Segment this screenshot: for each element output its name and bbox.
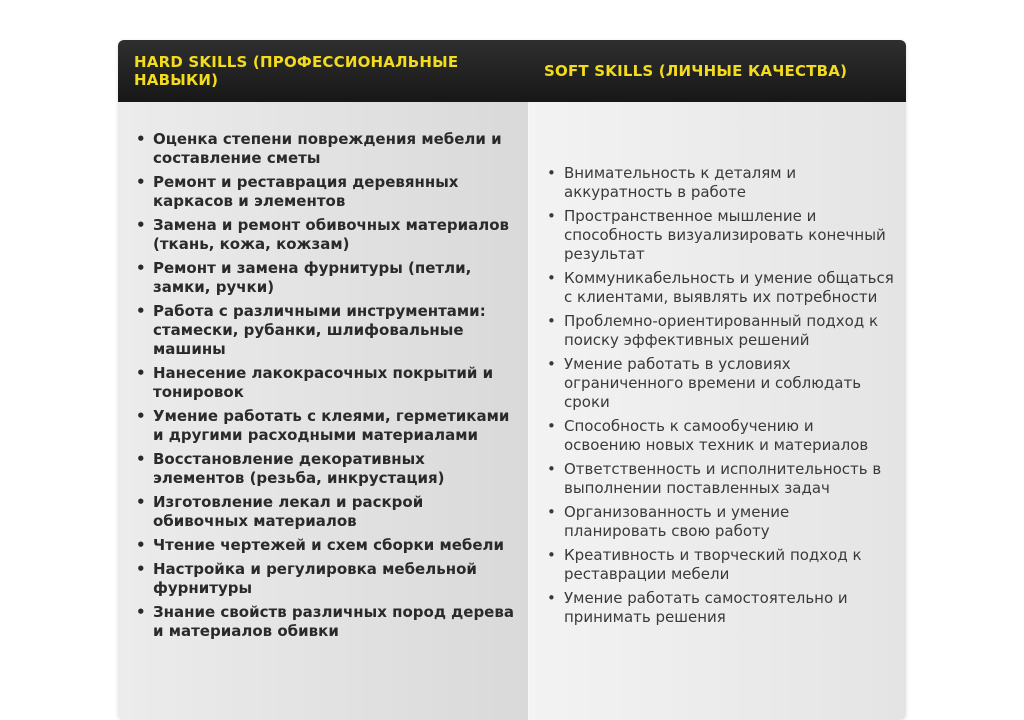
list-item: • Ремонт и реставрация деревянных каркасов и элементов — [134, 173, 514, 211]
list-item: • Работа с различными инструментами: стамески, рубанки, шлифовальные машины — [134, 302, 514, 359]
list-item: • Чтение чертежей и схем сборки мебели — [134, 536, 514, 555]
list-item: • Умение работать самостоятельно и принимать решения — [545, 589, 895, 627]
list-item: • Внимательность к деталям и аккуратность в работе — [545, 164, 895, 202]
soft-skills-column — [529, 102, 906, 720]
soft-skills-list — [545, 164, 895, 632]
skills-table — [118, 40, 906, 720]
list-item: • Умение работать в условиях ограниченного времени и соблюдать сроки — [545, 355, 895, 412]
hard-skills-column — [118, 102, 528, 720]
list-item: • Организованность и умение планировать свою работу — [545, 503, 895, 541]
hard-skills-list — [134, 130, 514, 646]
list-item: • Способность к самообучению и освоению новых техник и материалов — [545, 417, 895, 455]
list-item: • Пространственное мышление и способность визуализировать конечный результат — [545, 207, 895, 264]
header-soft-skills: SOFT SKILLS (ЛИЧНЫЕ КАЧЕСТВА) — [544, 62, 848, 80]
list-item: • Ремонт и замена фурнитуры (петли, замки, ручки) — [134, 259, 514, 297]
list-item: • Проблемно-ориентированный подход к поиску эффективных решений — [545, 312, 895, 350]
list-item: • Настройка и регулировка мебельной фурнитуры — [134, 560, 514, 598]
list-item: • Креативность и творческий подход к реставрации мебели — [545, 546, 895, 584]
list-item: • Коммуникабельность и умение общаться с клиентами, выявлять их потребности — [545, 269, 895, 307]
header-hard-skills: HARD SKILLS (ПРОФЕССИОНАЛЬНЫЕ НАВЫКИ) — [134, 53, 459, 89]
list-item: • Оценка степени повреждения мебели и составление сметы — [134, 130, 514, 168]
table-header — [118, 40, 906, 102]
list-item: • Замена и ремонт обивочных материалов (ткань, кожа, кожзам) — [134, 216, 514, 254]
list-item: • Ответственность и исполнительность в выполнении поставленных задач — [545, 460, 895, 498]
list-item: • Нанесение лакокрасочных покрытий и тонировок — [134, 364, 514, 402]
list-item: • Восстановление декоративных элементов (резьба, инкрустация) — [134, 450, 514, 488]
list-item: • Изготовление лекал и раскрой обивочных материалов — [134, 493, 514, 531]
list-item: • Умение работать с клеями, герметиками и другими расходными материалами — [134, 407, 514, 445]
list-item: • Знание свойств различных пород дерева и материалов обивки — [134, 603, 514, 641]
